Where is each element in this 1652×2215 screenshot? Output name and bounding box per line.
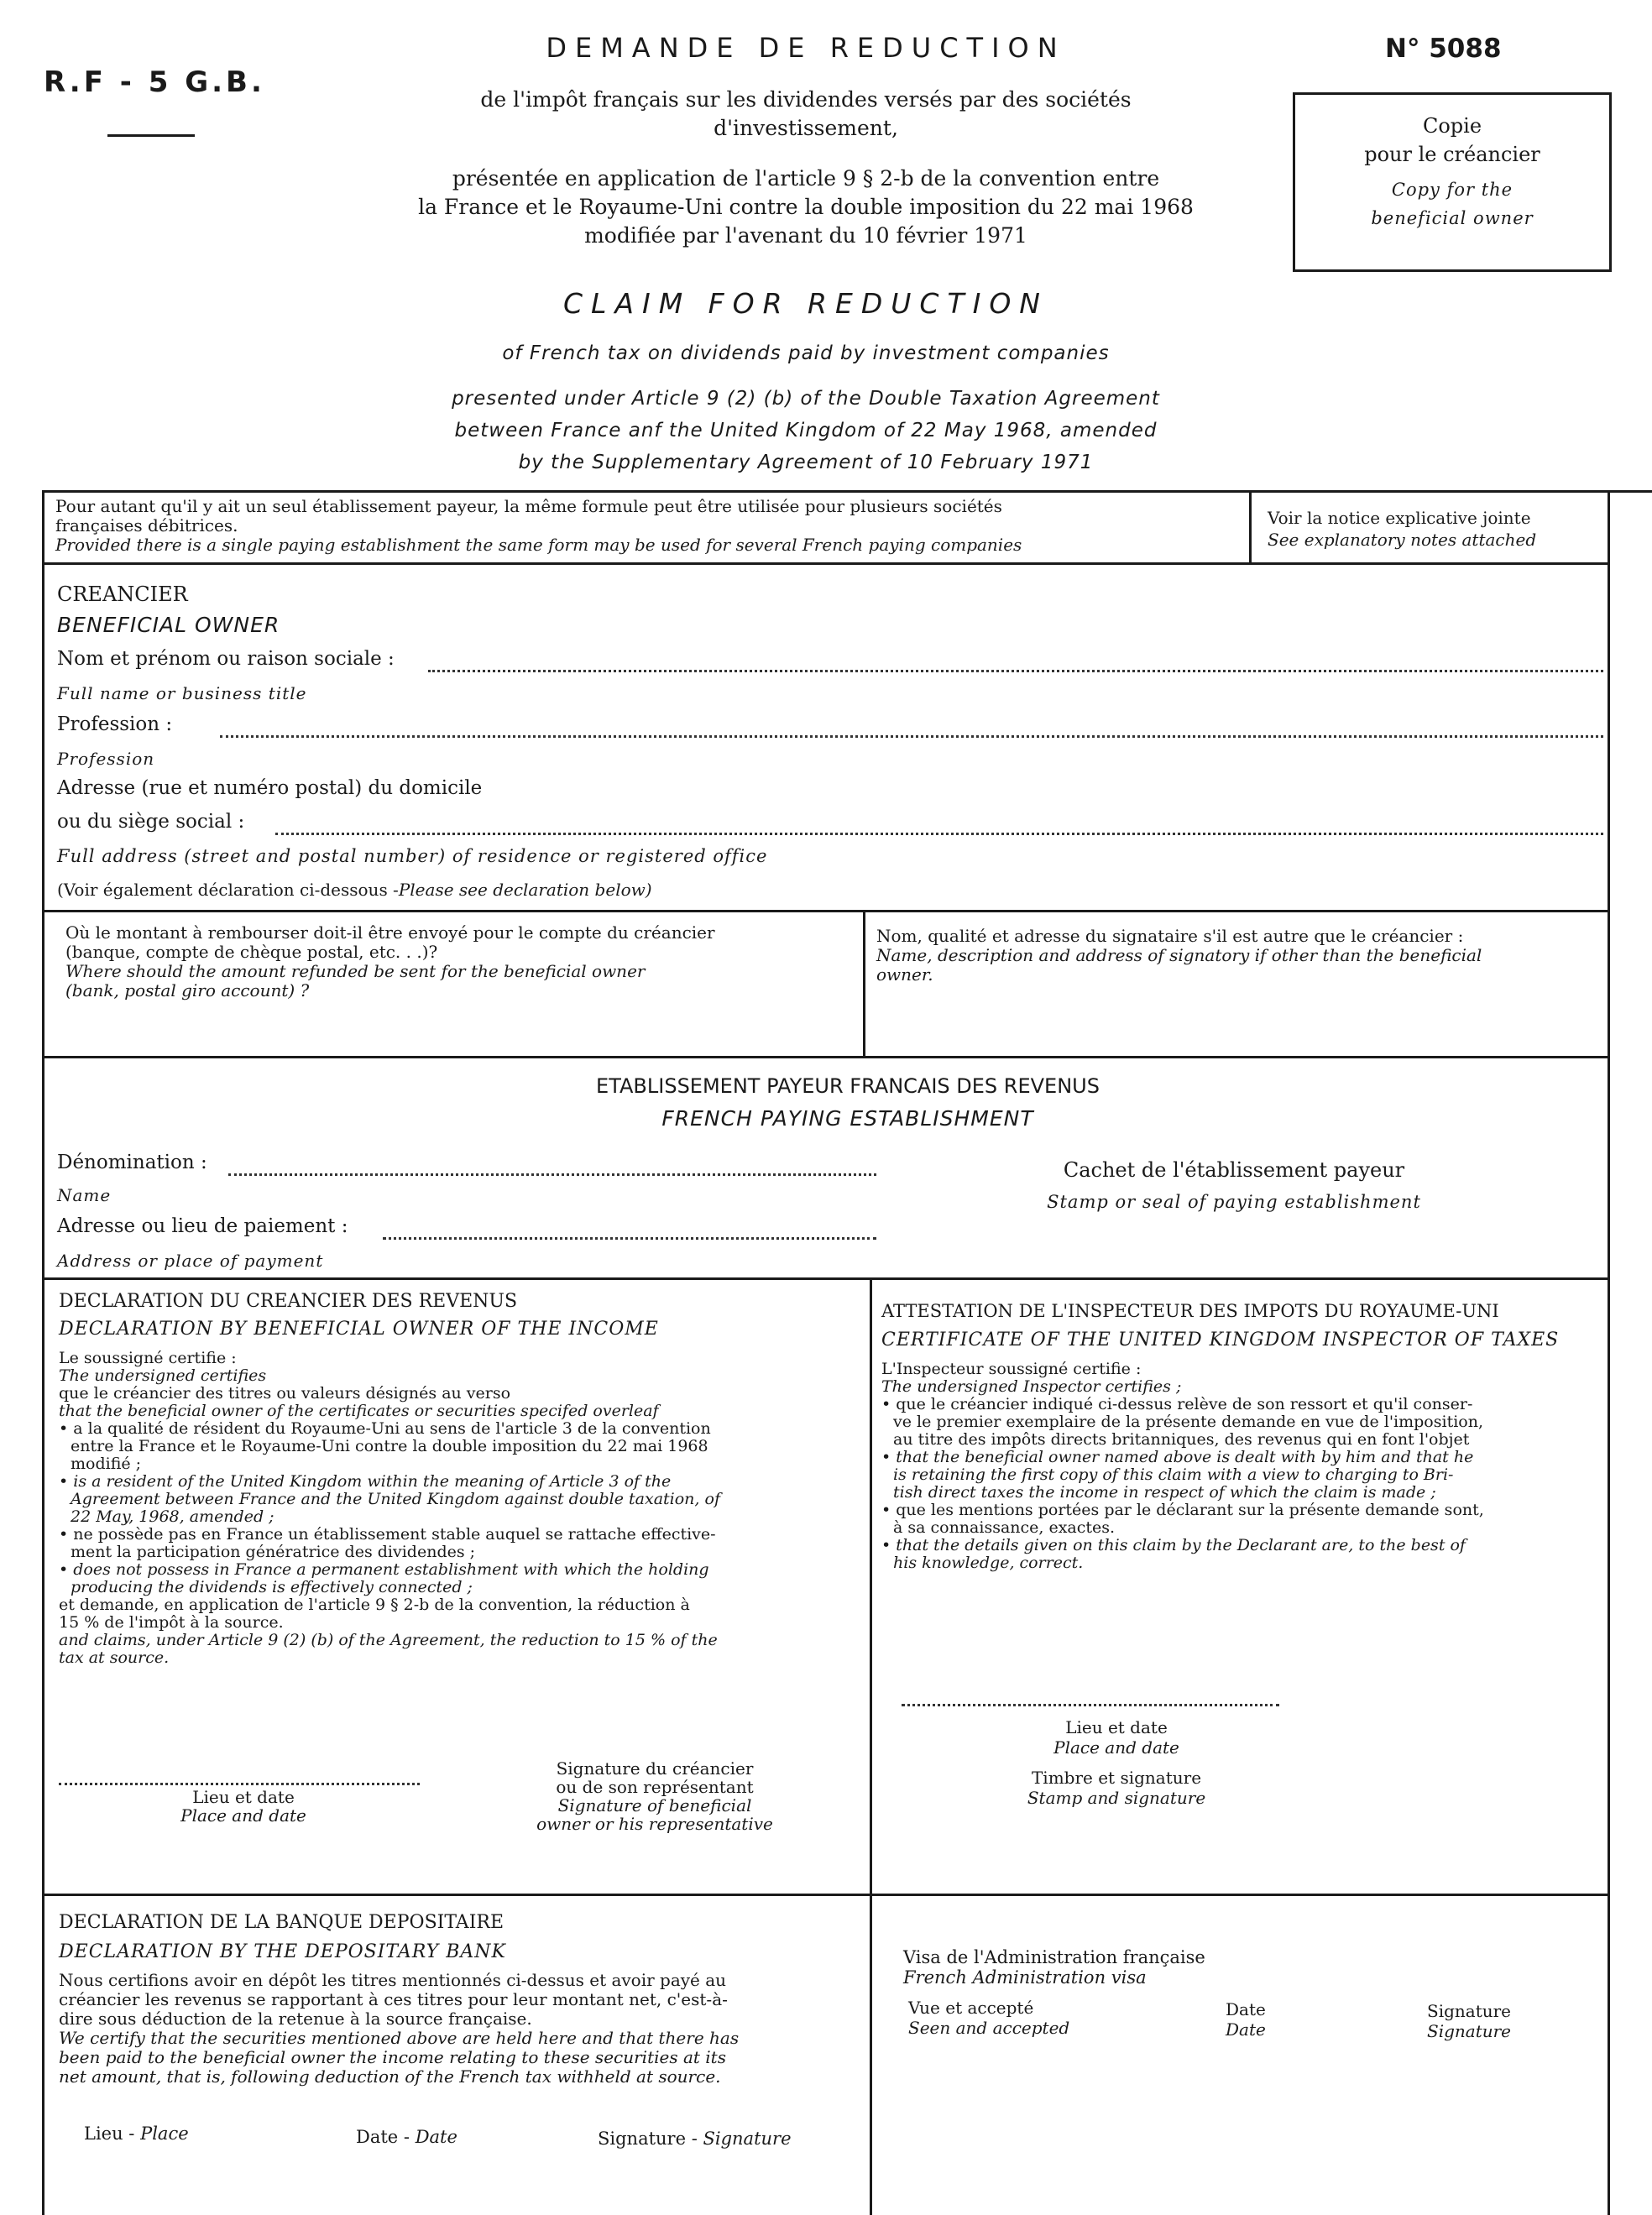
bank-section bbox=[59, 1912, 865, 2087]
notice-see-notes: Voir la notice explicative jointe See explanatory notes attached bbox=[1268, 508, 1537, 550]
visa-title: Visa de l'Administration française French Administration visa bbox=[903, 1947, 1205, 1988]
name-label: Nom et prénom ou raison sociale : bbox=[57, 648, 395, 670]
denomination-label: Dénomination : bbox=[57, 1152, 207, 1173]
subtitle-fr: de l'impôt français sur les dividendes versés par des sociétés d'investissement, présentée en application de l'article 9 § 2-b de la convention entre la France et le Royaume-Uni contre la double imposition du 22 mai 1968 modifiée par l'avenant du 10 février 1971 bbox=[418, 87, 1194, 248]
address-label-en: Full address (street and postal number) of residence or registered office bbox=[57, 846, 768, 866]
profession-label-en: Profession bbox=[57, 749, 155, 769]
bank-title-en: DECLARATION BY THE DEPOSITARY BANK bbox=[59, 1941, 506, 1962]
denomination-field[interactable] bbox=[228, 1173, 876, 1176]
attestation-title: ATTESTATION DE L'INSPECTEUR DES IMPOTS DU ROYAUME-UNI bbox=[881, 1301, 1499, 1321]
attestation-title-en: CERTIFICATE OF THE UNITED KINGDOM INSPECTOR OF TAXES bbox=[881, 1330, 1560, 1350]
visa-accepted: Vue et accepté Seen and accepted bbox=[908, 1998, 1070, 2038]
denomination-label-en: Name bbox=[57, 1185, 112, 1205]
title-en: CLAIM FOR REDUCTION bbox=[562, 287, 1048, 320]
attestation-body: L'Inspecteur soussigné certifie : The undersigned Inspector certifies ; • que le créancier indiqué ci-dessus relève de son ressort et qu'il conser- ve le premier exemplaire de la présente demande en vue de l'imposition, au titre des impôts directs britanniques, des revenus qui en font l'objet • that the beneficial owner named above is dealt with by him and that he is retaining the first copy of this claim with a view to charging to Bri- tish direct taxes the income in respect of which the claim is made ; • que les mentions portées par le déclarant sur la présente demande sont, à sa connaissance, exactes. • that the details given on this claim by the Declarant are, to the best of his knowledge, correct. bbox=[881, 1360, 1484, 1572]
subtitle-en: of French tax on dividends paid by investment companies presented under Article 9 (2) (b) of the Double Taxation Agreement between France anf the United Kingdom of 22 May 1968, amended by the Supplementary Agreement of 10 February 1971 bbox=[452, 342, 1160, 473]
stamp-label-en: Stamp or seal of paying establishment bbox=[1047, 1192, 1421, 1212]
bank-date-label: Date - Date bbox=[356, 2127, 457, 2147]
copy-box: Copie pour le créancier Copy for the beneficial owner bbox=[1293, 92, 1612, 272]
visa-signature: Signature Signature bbox=[1427, 2001, 1512, 2041]
see-declaration: (Voir également déclaration ci-dessous -Please see declaration below) bbox=[57, 880, 652, 900]
creancier-title: CREANCIER bbox=[57, 582, 188, 606]
name-field[interactable] bbox=[428, 670, 1603, 672]
attestation-place-date-field[interactable] bbox=[902, 1704, 1279, 1706]
divider bbox=[107, 134, 195, 137]
copy-label-en: Copy for the bbox=[1391, 180, 1513, 200]
etab-title: ETABLISSEMENT PAYEUR FRANCAIS DES REVENUS bbox=[596, 1074, 1100, 1098]
form-number: N° 5088 bbox=[1385, 34, 1502, 64]
payment-address-field[interactable] bbox=[383, 1237, 876, 1240]
title-fr: DEMANDE DE REDUCTION bbox=[546, 32, 1066, 64]
stamp-label: Cachet de l'établissement payeur bbox=[1063, 1158, 1405, 1182]
payment-address-label: Adresse ou lieu de paiement : bbox=[57, 1215, 348, 1237]
attestation-place-date: Lieu et date Place and date bbox=[1053, 1717, 1179, 1758]
refund-question: Où le montant à rembourser doit-il être envoyé pour le compte du créancier (banque, compte de chèque postal, etc. . .)? Where should the amount refunded be sent for the beneficial owner (bank, postal giro account) ? bbox=[65, 922, 715, 1000]
bank-title: DECLARATION DE LA BANQUE DEPOSITAIRE bbox=[59, 1912, 504, 1933]
profession-field[interactable] bbox=[220, 735, 1603, 738]
declaration-signature: Signature du créancier ou de son représentant Signature of beneficial owner or his representative bbox=[536, 1758, 773, 1834]
payment-address-label-en: Address or place of payment bbox=[57, 1251, 324, 1271]
bank-body: Nous certifions avoir en dépôt les titres mentionnés ci-dessus et avoir payé au créancier les revenus se rapportant à ces titres pour leur montant net, c'est-à- dire sous déduction de la retenue à la source française. We certify that the securities mentioned above are held here and that there has been paid to the beneficial owner the income relating to these securities at its net amount, that is, following deduction of the French tax withheld at source. bbox=[59, 1970, 740, 2087]
declaration-place-date-field[interactable] bbox=[59, 1783, 420, 1785]
profession-label: Profession : bbox=[57, 713, 173, 735]
notice-text: Pour autant qu'il y ait un seul établissement payeur, la même formule peut être utilisée pour plusieurs sociétés françaises débitrices. Provided there is a single paying establishment the same form may be used for several French paying companies bbox=[55, 496, 1022, 555]
declaration-section bbox=[59, 1291, 865, 1667]
form-reference: R.F - 5 G.B. bbox=[44, 65, 265, 99]
declaration-title: DECLARATION DU CREANCIER DES REVENUS bbox=[59, 1291, 518, 1312]
attestation-stamp: Timbre et signature Stamp and signature bbox=[1027, 1768, 1206, 1808]
declaration-body: Le soussigné certifie : The undersigned certifies que le créancier des titres ou valeurs désignés au verso that the beneficial owner of the certificates or securities specifed overleaf • a la qualité de résident du Royaume-Uni au sens de l'article 3 de la convention entre la France et le Royaume-Uni contre la double imposition du 22 mai 1968 modifié ; • is a resident of the United Kingdom within the meaning of Article 3 of the Agreement between France and the United Kingdom against double taxation, of 22 May, 1968, amended ; • ne possède pas en France un établissement stable auquel se rattache effective- ment la participation génératrice des dividendes ; • does not possess in France a permanent establishment with which the holding producing the dividends is effectively connected ; et demande, en application de l'article 9 § 2-b de la convention, la réduction à 15 % de l'impôt à la source. and claims, under Article 9 (2) (b) of the Agreement, the reduction to 15 % of the tax at source. bbox=[59, 1349, 720, 1667]
declaration-place-date: Lieu et date Place and date bbox=[180, 1787, 306, 1826]
address-field[interactable] bbox=[275, 833, 1603, 835]
copy-label-fr: Copie bbox=[1422, 114, 1482, 138]
attestation-section bbox=[881, 1301, 1603, 1572]
name-label-en: Full name or business title bbox=[57, 683, 307, 703]
address-label: Adresse (rue et numéro postal) du domicile bbox=[57, 777, 483, 799]
creancier-title-en: BENEFICIAL OWNER bbox=[57, 613, 280, 637]
declaration-title-en: DECLARATION BY BENEFICIAL OWNER OF THE INCOME bbox=[59, 1319, 659, 1340]
signatory-label: Nom, qualité et adresse du signataire s'il est autre que le créancier : Name, description and address of signatory if other than the beneficial owner. bbox=[876, 926, 1482, 985]
etab-title-en: FRENCH PAYING ESTABLISHMENT bbox=[661, 1106, 1034, 1131]
bank-place-label: Lieu - Place bbox=[84, 2124, 189, 2144]
visa-date: Date Date bbox=[1226, 1999, 1266, 2040]
bank-signature-label: Signature - Signature bbox=[598, 2129, 792, 2149]
